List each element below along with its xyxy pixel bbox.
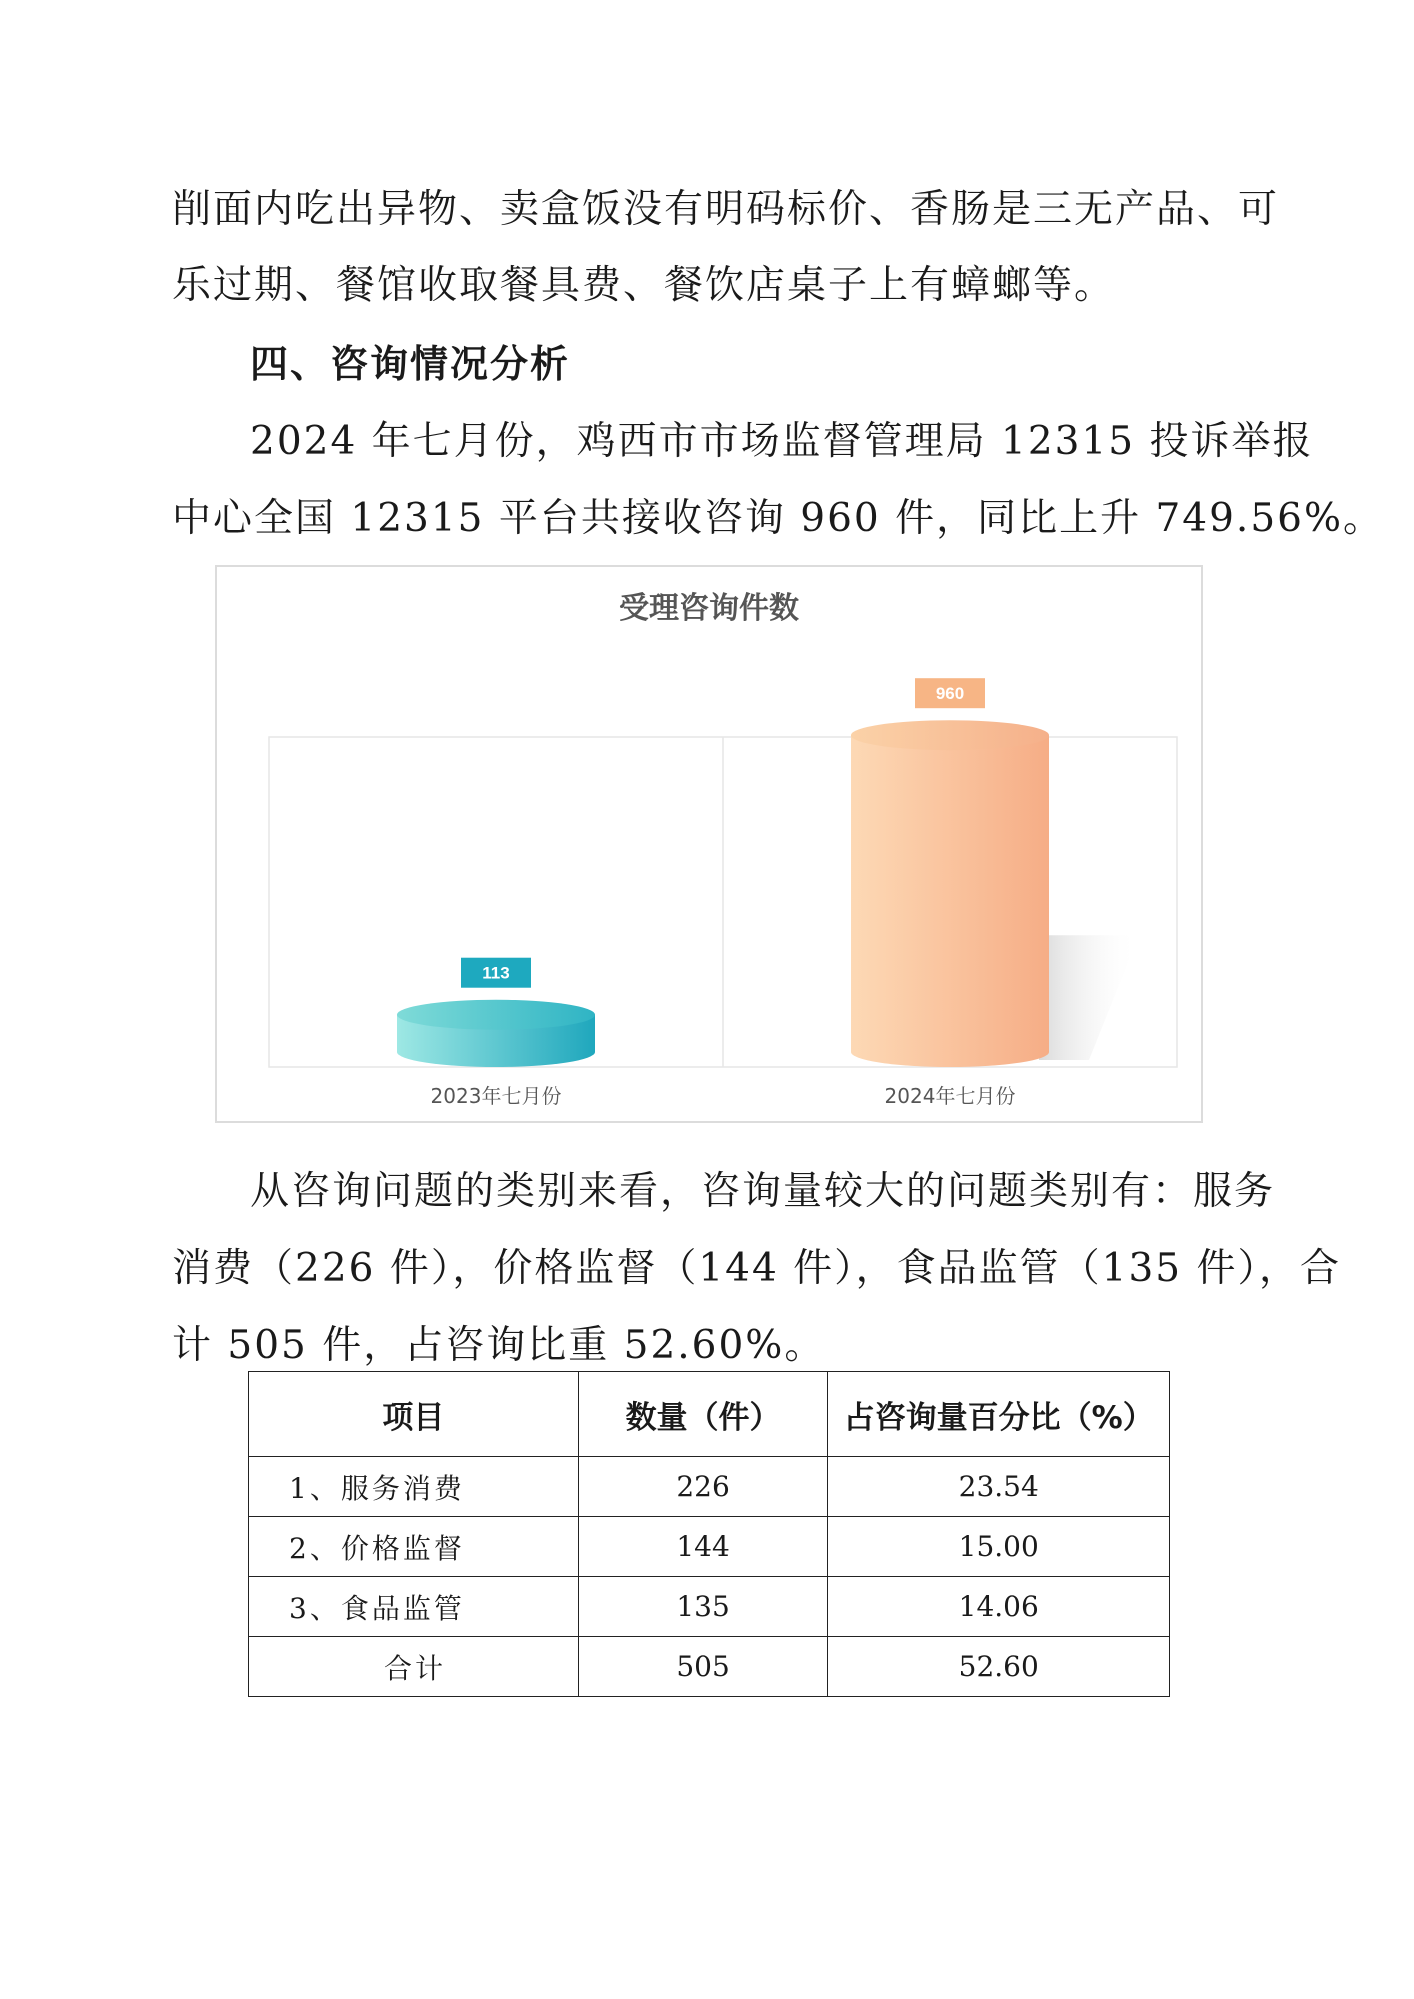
- paragraph-line: 乐过期、餐馆收取餐具费、餐饮店桌子上有蟑螂等。: [172, 263, 1116, 308]
- cell-percent: 15.00: [828, 1517, 1170, 1577]
- cell-item: 合计: [249, 1637, 579, 1697]
- category-label: 2024年七月份: [884, 1084, 1016, 1108]
- cell-count: 135: [578, 1577, 828, 1637]
- consultation-table: [248, 1371, 1170, 1697]
- table-header-row: [249, 1372, 1170, 1457]
- bar-shadow: [1039, 935, 1139, 1060]
- chart-svg: [217, 567, 1201, 1121]
- table-row: [249, 1457, 1170, 1517]
- header-count: 数量（件）: [578, 1372, 828, 1457]
- table-row: [249, 1577, 1170, 1637]
- cell-count: 144: [578, 1517, 828, 1577]
- section-heading: 四、咨询情况分析: [250, 342, 571, 386]
- bar-top: [397, 1000, 595, 1030]
- chart-container: [215, 565, 1203, 1123]
- header-item: 项目: [249, 1372, 579, 1457]
- header-percent: 占咨询量百分比（%）: [828, 1372, 1170, 1457]
- chart-title: 受理咨询件数: [619, 591, 799, 626]
- cell-percent: 52.60: [828, 1637, 1170, 1697]
- cell-item: 3、食品监管: [249, 1577, 579, 1637]
- cell-count: 226: [578, 1457, 828, 1517]
- paragraph-line: 削面内吃出异物、卖盒饭没有明码标价、香肠是三无产品、可: [172, 187, 1280, 232]
- cell-item: 1、服务消费: [249, 1457, 579, 1517]
- cell-item: 2、价格监督: [249, 1517, 579, 1577]
- paragraph-line: 计 505 件，占咨询比重 52.60%。: [172, 1323, 826, 1368]
- category-label: 2023年七月份: [430, 1084, 562, 1108]
- cell-count: 505: [578, 1637, 828, 1697]
- paragraph-line: 中心全国 12315 平台共接收咨询 960 件，同比上升 749.56%。: [172, 496, 1385, 541]
- paragraph-line: 2024 年七月份，鸡西市市场监督管理局 12315 投诉举报: [250, 419, 1314, 464]
- table-row-total: [249, 1637, 1170, 1697]
- paragraph-line: 消费（226 件），价格监督（144 件），食品监管（135 件），合: [172, 1246, 1342, 1291]
- cell-percent: 23.54: [828, 1457, 1170, 1517]
- data-label: 960: [935, 684, 965, 704]
- paragraph-line: 从咨询问题的类别来看，咨询量较大的问题类别有：服务: [250, 1169, 1276, 1214]
- table-row: [249, 1517, 1170, 1577]
- bar-top: [851, 720, 1049, 750]
- bar: [851, 735, 1049, 1067]
- data-label: 113: [482, 963, 510, 983]
- cell-percent: 14.06: [828, 1577, 1170, 1637]
